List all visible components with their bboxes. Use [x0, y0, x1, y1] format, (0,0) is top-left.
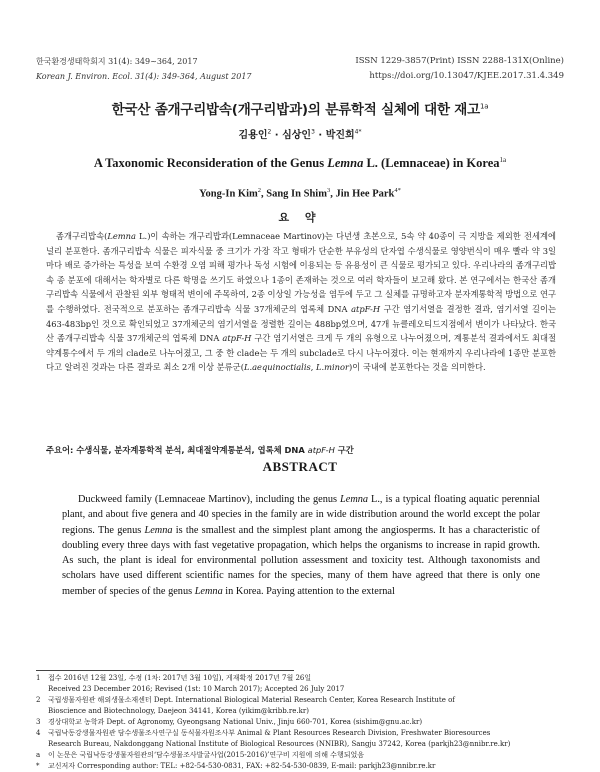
author-separator: , [330, 188, 336, 200]
footnote-text: 접수 2016년 12월 23일, 수정 (1차: 2017년 3월 10일), 게재확정 2017년 7월 26일 [48, 674, 312, 682]
korean-abstract-text: 좀개구리밥속( [56, 231, 108, 241]
footnotes [36, 673, 568, 772]
title-english-footnote-mark: 1a [499, 156, 507, 164]
footnote-item [36, 695, 568, 717]
footnote-mark: 3 [36, 718, 41, 726]
english-abstract-text: in Korea. Paying attention to the external [222, 585, 395, 597]
abstract-heading: ABSTRACT [262, 459, 338, 474]
footnote-text: Received 23 December 2016; Revised (1st: 10 March 2017); Accepted 26 July 2017 [48, 685, 345, 693]
korean-abstract-text: 구간 염기서열을 결정한 결과, 염기서열 길이는 463-483bp인 것으로 확인되었고 37개체군의 염기서열을 정렬한 길이는 488bp였으며, 47개 뉴클레오티드지점에서 변이가 나타났다. 한국산 좀개구리밥속 식물 37개체군의 엽록체 DNA [46, 303, 557, 344]
footnote-text: 교신저자 Corresponding author: TEL: +82-54-530-0831, FAX: +82-54-530-0839, E-mail: parkjh23@nnibr.re.kr [48, 762, 436, 770]
genus-name: Lemna [144, 524, 173, 536]
keywords-gene: atpF-H [307, 445, 335, 455]
english-abstract-text: Duckweed family (Lemnaceae Martinov), including the genus [78, 494, 341, 505]
issn-line: ISSN 1229-3857(Print) ISSN 2288-131X(Online) [355, 56, 564, 66]
footnote-mark: a [36, 751, 41, 759]
english-abstract-paragraph [62, 492, 540, 599]
title-korean [0, 98, 600, 118]
title-korean-text: 한국산 좀개구리밥속(개구리밥과)의 분류학적 실체에 대한 재고 [111, 102, 480, 118]
footnote-text: 국립생물자원관 해외생물소재센터 Dept. International Biological Material Research Center, Korea Research Institute of [48, 696, 455, 704]
author-separator: , [261, 188, 267, 200]
authors-english [0, 187, 600, 200]
footnote-item [36, 750, 568, 761]
footnote-mark: 1 [36, 674, 41, 682]
english-abstract-text: is the smallest and the simplest plant among the angiosperms. It has a characteristic of doubling every three days with fast vegetative propagation, which helps the organisms to increase in rapid growth. As such, the plant is ideal for environmental pollution assessment and toxicity test. Although taxonomists and scholars have used different scientific names for the species, many of them have agreed that there is only one member of species of the genus [62, 524, 540, 597]
keywords-text-end: 구간 [334, 445, 354, 455]
footnote-mark: * [36, 762, 40, 770]
korean-abstract-text: )이 국내에 분포한다는 것을 의미한다. [349, 362, 486, 373]
korean-abstract-text: L.)이 속하는 개구리밥과(Lemnaceae Martinov)는 다년생 초본으로, 5속 약 40종이 극 지방을 제외한 전세계에 널리 분포한다. 좀개구리밥속 식물은 피자식물 중 크기가 가장 작고 형태가 단순한 부유성의 단자엽 수생식물로 영양번식이 매우 빨라 약 3일마다 배로 증가하는 특성을 보여 수환경 오염 피해 평가나 독성 시험에 이용되는 등 유용성이 큰 식물로 평가되고 있다. 우리나라의 좀개구리밥속 종 분포에 대해서는 학자별로 다른 학명을 쓰기도 하였으나 1종이 존재하는 것으로 여러 학자들이 보고해 왔다. 본 연구에서는 한국산 좀개구리밥속 식물에서 관찰된 외부 형태적 변이에 주목하여, 2종 이상일 가능성을 염두에 두고 그 실체를 규명하고자 분자계통학적 방법으로 연구를 수행하였다. 전국적으로 분포하는 좀개구리밥속 식물 37개체군의 엽록체 DNA [46, 231, 556, 314]
author-en-1: Yong-In Kim [199, 188, 258, 200]
author-ko-1: 김용인 [238, 130, 268, 141]
keywords-text: 수생식물, 분자계통학적 분석, 최대절약계통분석, 엽록체 DNA [73, 445, 308, 455]
footnote-item [36, 717, 568, 728]
doi-link[interactable]: https://doi.org/10.13047/KJEE.2017.31.4.349 [369, 71, 564, 81]
gene-name: atpF-H [222, 333, 252, 344]
keywords-label: 주요어: [46, 445, 74, 455]
keywords [46, 444, 556, 456]
title-korean-footnote-mark: 1a [479, 102, 489, 111]
title-english-genus: Lemna [327, 156, 364, 171]
journal-citation-english: Korean J. Environ. Ecol. 31(4): 349-364, August 2017 [36, 72, 252, 81]
footnote-item [36, 673, 568, 695]
species-name: L.aequinoctialis [243, 362, 311, 373]
footnote-mark: 2 [36, 696, 41, 704]
author-ko-1-mark: 2 [267, 128, 272, 136]
footnote-item [36, 728, 568, 750]
korean-abstract-paragraph [46, 229, 556, 375]
footnote-text: 경상대학교 농학과 Dept. of Agronomy, Gyeongsang National Univ., Jinju 660-701, Korea (sishim@gnu.ac.kr) [48, 718, 423, 726]
author-en-1-mark: 2 [257, 187, 261, 194]
footnote-mark: 4 [36, 729, 41, 737]
author-en-2: Sang In Shim [266, 188, 327, 200]
author-en-2-mark: 3 [326, 187, 331, 194]
author-en-3: Jin Hee Park [335, 188, 395, 200]
genus-name: Lemna [107, 231, 136, 241]
author-ko-3-mark: 4* [354, 128, 362, 136]
footnote-text: Bioscience and Biotechnology, Daejeon 34141, Korea (yikim@kribb.re.kr) [48, 707, 309, 715]
english-abstract [62, 492, 540, 599]
authors-korean [0, 126, 600, 141]
footnote-item [36, 761, 568, 772]
journal-header-right [355, 54, 564, 84]
author-separator: · [318, 130, 323, 141]
author-separator: · [274, 130, 279, 141]
genus-name: Lemna [194, 585, 223, 597]
journal-header-left [36, 54, 252, 84]
genus-name: Lemna [340, 494, 369, 505]
english-abstract-text: L., is a typical floating aquatic perennial plant, and about five genera and 40 species in the family are in wide distribution around the world except the polar regions. The genus [62, 494, 540, 536]
gene-name: atpF-H [351, 303, 381, 314]
korean-abstract [46, 229, 556, 375]
journal-citation-korean: 한국환경생태학회지 31(4): 349~364, 2017 [36, 57, 198, 66]
korean-abstract-heading: 요 약 [278, 211, 322, 224]
korean-abstract-text: 구간 염기서열은 크게 두 개의 유형으로 나누어졌으며, 계통분석 결과에서도 최대절약계통수에서 두 개의 clade로 나누어졌고, 그 중 한 clade는 두 개의 subclade로 다시 나누어졌다. 이는 현재까지 우리나라에 1종만 분포한다고 알려진 것과는 다른 결과로 최소 2개 이상 분류군( [46, 333, 556, 373]
author-ko-2-mark: 3 [311, 128, 315, 136]
species-name: L.minor [316, 362, 349, 373]
footnote-text: Research Bureau, Nakdonggang National Institute of Biological Resources (NNIBR), Sangju 37242, Korea (parkjh23@nnibr.re.kr) [48, 740, 511, 748]
title-english-pre: A Taxonomic Reconsideration of the Genus [93, 156, 328, 171]
title-english [0, 156, 600, 171]
author-ko-2: 심상인 [282, 130, 312, 141]
title-english-post: L. (Lemnaceae) in Korea [363, 156, 500, 171]
footnote-text: 국립낙동강생물자원관 담수생물조사연구실 동식물자원조사부 Animal & Plant Resources Research Division, Freshwater Bioresources [48, 729, 491, 737]
footnote-divider [36, 670, 294, 671]
korean-abstract-text: , [310, 362, 317, 373]
author-en-3-mark: 4* [394, 187, 401, 194]
author-ko-3: 박진희 [325, 130, 355, 141]
footnote-text: 이 논문은 국립낙동강생물자원관의‘담수생물조사발굴사업(2015-2016)’연구비 지원에 의해 수행되었음 [48, 751, 364, 759]
